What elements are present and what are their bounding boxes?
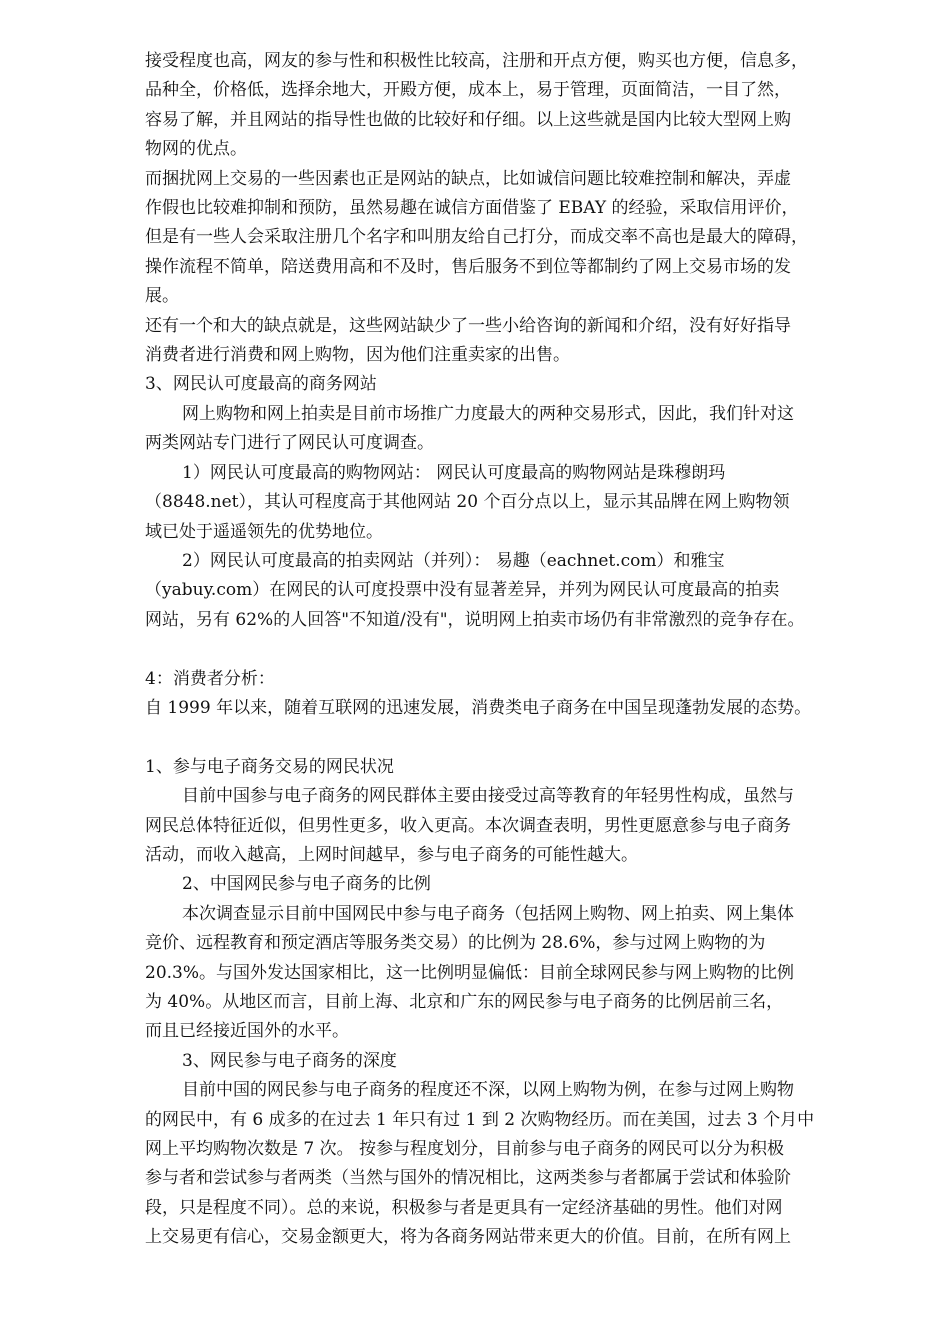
paragraph [145,459,890,547]
paragraph [145,547,890,635]
text-line: 网站，另有 62%的人回答"不知道/没有"，说明网上拍卖市场仍有非常激烈的竞争存在。 [145,609,805,630]
text-line: 自 1999 年以来，随着互联网的迅速发展，消费类电子商务在中国呈现蓬勃发展的态势。 [145,697,812,718]
text-line: 本次调查显示目前中国网民中参与电子商务（包括网上购物、网上拍卖、网上集体 [182,903,794,924]
paragraph [145,753,890,782]
paragraph [145,1076,890,1252]
paragraph [145,870,890,899]
text-line: 3、网民参与电子商务的深度 [182,1050,397,1071]
text-line: 段，只是程度不同）。总的来说，积极参与者是更具有一定经济基础的男性。他们对网 [145,1197,783,1218]
paragraph [145,665,890,694]
text-line: 3、网民认可度最高的商务网站 [145,374,377,395]
text-line: 还有一个和大的缺点就是，这些网站缺少了一些小给咨询的新闻和介绍，没有好好指导 [145,315,791,336]
text-line: （yabuy.com）在网民的认可度投票中没有显著差异，并列为网民认可度最高的拍卖 [145,580,780,601]
text-line: 而捆扰网上交易的一些因素也正是网站的缺点，比如诚信问题比较难控制和解决，弄虚 [145,168,791,189]
text-line: 网上平均购物次数是 7 次。 按参与程度划分，目前参与电子商务的网民可以分为积极 [145,1139,785,1159]
paragraph [145,1047,890,1076]
blank-line [145,635,890,664]
text-line: 2、中国网民参与电子商务的比例 [182,874,431,895]
text-line: 20.3%。与国外发达国家相比，这一比例明显偏低：目前全球网民参与网上购物的比例 [145,962,795,983]
paragraph [145,782,890,870]
text-line: 网上购物和网上拍卖是目前市场推广力度最大的两种交易形式，因此，我们针对这 [182,403,794,424]
text-line: 但是有一些人会采取注册几个名字和叫朋友给自己打分，而成交率不高也是最大的障碍， [145,227,808,248]
paragraph [145,370,890,399]
text-line: 为 40%。从地区而言，目前上海、北京和广东的网民参与电子商务的比例居前三名， [145,991,784,1012]
paragraph [145,400,890,459]
text-line: 目前中国的网民参与电子商务的程度还不深，以网上购物为例，在参与过网上购物 [182,1080,794,1101]
text-line: 活动，而收入越高，上网时间越早，参与电子商务的可能性越大。 [145,844,638,865]
text-line: 品种全，价格低，选择余地大，开殿方便，成本上，易于管理，页面简洁，一目了然， [145,80,791,101]
text-line: 作假也比较难抑制和预防，虽然易趣在诚信方面借鉴了 EBAY 的经验，采取信用评价， [145,198,799,219]
text-line: 的网民中，有 6 成多的在过去 1 年只有过 1 到 2 次购物经历。而在美国，过去 3 个月中 [145,1109,815,1130]
text-line: 物网的优点。 [145,139,247,160]
text-line: 消费者进行消费和网上购物，因为他们注重卖家的出售。 [145,345,570,366]
text-line: （8848.net），其认可程度高于其他网站 20 个百分点以上，显示其品牌在网上购物领 [145,492,790,513]
text-line: 两类网站专门进行了网民认可度调查。 [145,433,434,454]
text-line: 1）网民认可度最高的购物网站： 网民认可度最高的购物网站是珠穆朗玛 [182,462,726,483]
text-line: 操作流程不简单，陪送费用高和不及时，售后服务不到位等都制约了网上交易市场的发 [145,256,791,277]
text-line: 域已处于遥遥领先的优势地位。 [145,521,383,542]
paragraph [145,312,890,371]
text-line: 上交易更有信心，交易金额更大，将为各商务网站带来更大的价值。目前，在所有网上 [145,1227,791,1248]
paragraph [145,900,890,1047]
text-line: 展。 [145,286,179,307]
text-line: 容易了解，并且网站的指导性也做的比较好和仔细。以上这些就是国内比较大型网上购 [145,109,791,130]
paragraph [145,694,890,723]
text-line: 接受程度也高，网友的参与性和积极性比较高，注册和开点方便，购买也方便，信息多， [145,51,808,71]
text-line: 2）网民认可度最高的拍卖网站（并列）： 易趣（eachnet.com）和雅宝 [182,550,725,571]
blank-line [145,723,890,752]
text-line: 竞价、远程教育和预定酒店等服务类交易）的比例为 28.6%，参与过网上购物的为 [145,933,766,954]
text-line: 网民总体特征近似，但男性更多，收入更高。本次调查表明，男性更愿意参与电子商务 [145,815,791,836]
text-line: 而且已经接近国外的水平。 [145,1021,349,1042]
text-line: 参与者和尝试参与者两类（当然与国外的情况相比，这两类参与者都属于尝试和体验阶 [145,1168,791,1189]
text-line: 1、参与电子商务交易的网民状况 [145,756,394,777]
paragraph [145,47,890,165]
text-line: 目前中国参与电子商务的网民群体主要由接受过高等教育的年轻男性构成，虽然与 [182,786,794,807]
paragraph [145,165,890,312]
text-line: 4：消费者分析： [145,668,275,689]
